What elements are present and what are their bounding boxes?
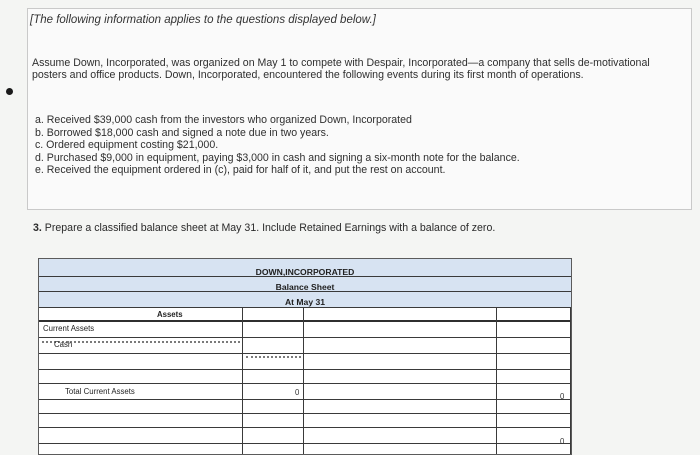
cash-amount-input[interactable]: [245, 323, 305, 337]
account-name-input[interactable]: [43, 371, 243, 383]
account-name-input[interactable]: [43, 429, 243, 443]
amount-input[interactable]: [245, 339, 305, 353]
question-prompt: [33, 222, 495, 234]
row-divider: [39, 320, 571, 322]
event-item: d. Purchased $9,000 in equipment, paying $3,000 in cash and signing a six-month note for the balance.: [35, 151, 520, 164]
info-panel: [27, 8, 692, 210]
row-divider: [39, 337, 571, 338]
event-item: c. Ordered equipment costing $21,000.: [35, 139, 219, 152]
row-divider: [39, 353, 571, 354]
total-current-assets-value: 0: [295, 388, 300, 397]
event-item: b. Borrowed $18,000 cash and signed a note due in two years.: [35, 126, 329, 139]
row-divider: [39, 399, 571, 400]
account-name-input[interactable]: [43, 415, 243, 427]
assets-header: Assets: [157, 310, 183, 319]
total-current-assets-col-value: 0: [560, 392, 565, 401]
event-list: [35, 114, 520, 177]
company-name: DOWN,INCORPORATED: [255, 267, 355, 277]
amount-input[interactable]: [499, 323, 571, 337]
row-divider: [39, 369, 571, 370]
current-assets-label: Current Assets: [43, 324, 95, 333]
question-text: Prepare a classified balance sheet at May 31. Include Retained Earnings with a balance of zero.: [44, 222, 496, 234]
balance-sheet-table: [38, 258, 572, 455]
amount-input[interactable]: [245, 371, 305, 383]
row-divider: [39, 307, 571, 308]
row-divider: [39, 291, 571, 292]
statement-date: At May 31: [284, 297, 326, 307]
row-divider: [39, 383, 571, 384]
event-item: e. Received the equipment ordered in (c), paid for half of it, and put the rest on account.: [35, 164, 446, 177]
row-divider: [39, 276, 571, 277]
question-number: 3.: [33, 222, 42, 234]
statement-title: Balance Sheet: [275, 282, 335, 292]
bullet-dot: [6, 88, 13, 95]
amount-input[interactable]: [306, 323, 498, 337]
account-name-input[interactable]: [43, 355, 243, 369]
total-current-assets-label: Total Current Assets: [65, 387, 135, 396]
row-divider: [39, 413, 571, 414]
info-header: [The following information applies to the questions displayed below.]: [30, 14, 376, 26]
input-row-dotted: [246, 356, 301, 358]
scenario-paragraph: Assume Down, Incorporated, was organized on May 1 to compete with Despair, Incorporated—a company that sells de-motivational posters and office products. Down, Incorporated, encountered the following events during its first month of operations.: [32, 57, 650, 82]
cash-label: Cash: [54, 340, 73, 349]
row-divider: [39, 427, 571, 428]
bottom-total-value: 0: [560, 437, 565, 446]
row-divider: [39, 443, 571, 444]
event-item: a. Received $39,000 cash from the investors who organized Down, Incorporated: [35, 114, 412, 126]
account-name-input[interactable]: [43, 401, 243, 413]
